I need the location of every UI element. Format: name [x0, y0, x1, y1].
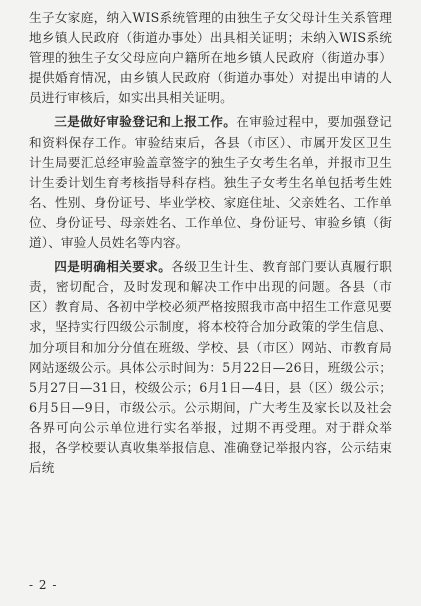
page-number: - 2 - [29, 578, 58, 592]
paragraph-text: 在审验过程中，要加强登记和资料保存工作。审验结束后，各县（市区）、市属开发区卫生计生局要汇总经审验盖章签字的独生子女考生名单，并报市卫生计生委计划生育考核指导科存档。独生子女考生名单包括考生姓名、性别、身份证号、毕业学校、家庭住址、父亲姓名、工作单位、身份证号、母亲姓名、工作单位、身份证号、审验乡镇（街道）、审验人员姓名等内容。 [29, 114, 392, 251]
paragraph-text: 各级卫生计生、教育部门要认真履行职责，密切配合，及时发现和解决工作中出现的问题。各县（市区）教育局、各初中学校必须严格按照我市高中招生工作意见要求，坚持实行四级公示制度，将本校符合加分政策的学生信息、加分项目和加分分值在班级、学校、县（市区）网站、市教育局网站逐级公示。具体公示时间为：5月22日—26日，班级公示；5月27日—31日，校级公示；6月1日—4日，县（区）级公示；6月5日—9日，市级公示。公示期间，广大考生及家长以及社会各界可向公示单位进行实名举报，过期不再受理。对于群众举报，各学校要认真收集举报信息、准确登记举报内容，公示结束后统 [29, 259, 392, 476]
paragraph-registration [29, 112, 392, 253]
paragraph-heading: 三是做好审验登记和上报工作。 [54, 114, 237, 130]
paragraph-requirements [29, 257, 392, 478]
paragraph-text: 生子女家庭，纳入WIS系统管理的由独生子女父母计生关系管理地乡镇人民政府（街道办事处）出具相关证明；未纳入WIS系统管理的独生子女父母应向户籍所在地乡镇人民政府（街道办事）提供婚育情况，由乡镇人民政府（街道办事处）对提出申请的人员进行审核后，如实出具相关证明。 [29, 10, 392, 106]
paragraph-continuation [29, 8, 392, 108]
paragraph-heading: 四是明确相关要求。 [54, 259, 172, 275]
